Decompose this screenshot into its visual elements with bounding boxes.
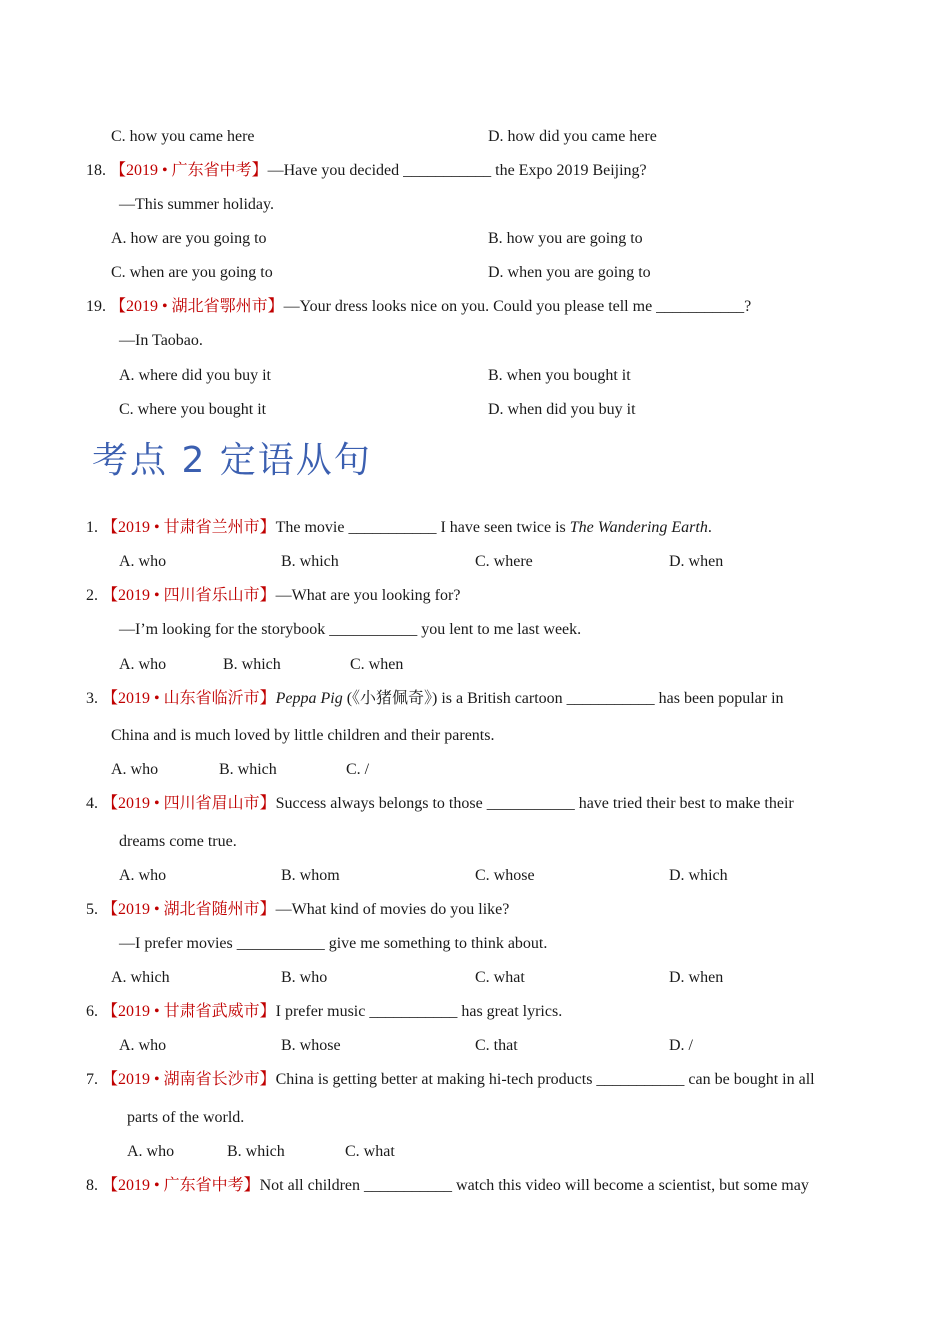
q2-option-c: C. when: [350, 656, 404, 673]
question-stem: I prefer music ___________ has great lyrics.: [275, 1003, 563, 1020]
source-tag: 【2019 • 甘肃省武威市】: [102, 1003, 276, 1020]
q1-stem-line: [86, 518, 712, 538]
q6-option-c: C. that: [475, 1037, 518, 1054]
q4-stem-line: [86, 794, 794, 814]
question-number: 19.: [86, 298, 106, 315]
q4-option-d: D. which: [669, 867, 728, 884]
source-tag: 【2019 • 四川省眉山市】: [102, 795, 276, 812]
q3-option-a: A. who: [111, 761, 159, 778]
source-tag: 【2019 • 四川省乐山市】: [102, 587, 276, 604]
q17-option-d: D. how did you came here: [488, 128, 657, 145]
q3-option-b: B. which: [219, 761, 277, 778]
q4-option-c: C. whose: [475, 867, 535, 884]
q3-option-c: C. /: [346, 761, 370, 778]
q6-option-a: A. who: [119, 1037, 167, 1054]
q1-option-b: B. which: [281, 553, 339, 570]
question-stem: Success always belongs to those ___________ have tried their best to make their: [275, 795, 794, 812]
question-number: 1.: [86, 519, 98, 536]
q18-stem-line: [86, 161, 647, 181]
q6-option-b: B. whose: [281, 1037, 341, 1054]
q18-option-d: D. when you are going to: [488, 264, 651, 281]
question-number: 5.: [86, 901, 98, 918]
question-stem: The movie ___________ I have seen twice is: [275, 519, 570, 536]
question-stem: Not all children ___________ watch this video will become a scientist, but some may: [259, 1177, 809, 1194]
q6-stem-line: [86, 1002, 562, 1022]
question-number: 6.: [86, 1003, 98, 1020]
question-stem: —Your dress looks nice on you. Could you please tell me ___________?: [283, 298, 752, 315]
q4-line-2: dreams come true.: [119, 833, 237, 850]
q8-stem-line: [86, 1176, 809, 1196]
q4-option-b: B. whom: [281, 867, 340, 884]
q18-option-a: A. how are you going to: [111, 230, 267, 247]
source-tag: 【2019 • 甘肃省兰州市】: [102, 519, 276, 536]
q4-option-a: A. who: [119, 867, 167, 884]
q5-option-d: D. when: [669, 969, 724, 986]
cartoon-title: Peppa Pig: [275, 690, 343, 707]
question-stem-end: .: [707, 519, 712, 536]
q7-option-a: A. who: [127, 1143, 175, 1160]
movie-title: The Wandering Earth: [569, 519, 708, 536]
question-number: 18.: [86, 162, 106, 179]
question-number: 8.: [86, 1177, 98, 1194]
q19-option-a: A. where did you buy it: [119, 367, 271, 384]
q5-option-a: A. which: [111, 969, 170, 986]
question-stem: China is getting better at making hi-tech products ___________ can be bought in all: [275, 1071, 815, 1088]
q2-line-2: —I’m looking for the storybook ___________ you lent to me last week.: [119, 621, 582, 638]
q1-option-c: C. where: [475, 553, 533, 570]
q17-option-c: C. how you came here: [111, 128, 255, 145]
source-tag: 【2019 • 山东省临沂市】: [102, 690, 276, 707]
question-number: 3.: [86, 690, 98, 707]
q1-option-a: A. who: [119, 553, 167, 570]
q18-option-c: C. when are you going to: [111, 264, 273, 281]
q19-option-c: C. where you bought it: [119, 401, 267, 418]
q5-option-c: C. what: [475, 969, 525, 986]
q1-option-d: D. when: [669, 553, 724, 570]
q7-option-b: B. which: [227, 1143, 285, 1160]
q2-stem-line: [86, 586, 460, 606]
source-tag: 【2019 • 湖北省随州市】: [102, 901, 276, 918]
q5-option-b: B. who: [281, 969, 328, 986]
q18-option-b: B. how you are going to: [488, 230, 643, 247]
q19-option-d: D. when did you buy it: [488, 401, 636, 418]
q2-option-b: B. which: [223, 656, 281, 673]
source-tag: 【2019 • 广东省中考】: [110, 162, 268, 179]
q5-line-2: —I prefer movies ___________ give me something to think about.: [119, 935, 548, 952]
source-tag: 【2019 • 广东省中考】: [102, 1177, 260, 1194]
q5-stem-line: [86, 900, 509, 920]
q19-option-b: B. when you bought it: [488, 367, 631, 384]
source-tag: 【2019 • 湖北省鄂州市】: [110, 298, 284, 315]
q7-option-c: C. what: [345, 1143, 395, 1160]
question-stem: —Have you decided ___________ the Expo 2019 Beijing?: [267, 162, 647, 179]
q7-stem-line: [86, 1070, 815, 1090]
q18-answer-line: —This summer holiday.: [119, 196, 274, 213]
question-stem: (《小猪佩奇》) is a British cartoon ___________ has been popular in: [342, 690, 784, 707]
source-tag: 【2019 • 湖南省长沙市】: [102, 1071, 276, 1088]
q19-answer-line: —In Taobao.: [119, 332, 203, 349]
q2-option-a: A. who: [119, 656, 167, 673]
q7-line-2: parts of the world.: [127, 1109, 245, 1126]
q3-line-2: China and is much loved by little children and their parents.: [111, 727, 495, 744]
q6-option-d: D. /: [669, 1037, 693, 1054]
q3-stem-line: [86, 689, 784, 709]
q19-stem-line: [86, 297, 751, 317]
question-number: 7.: [86, 1071, 98, 1088]
question-stem: —What are you looking for?: [275, 587, 461, 604]
question-number: 2.: [86, 587, 98, 604]
question-number: 4.: [86, 795, 98, 812]
section-heading: 考点 2 定语从句: [92, 440, 372, 481]
question-stem: —What kind of movies do you like?: [275, 901, 510, 918]
